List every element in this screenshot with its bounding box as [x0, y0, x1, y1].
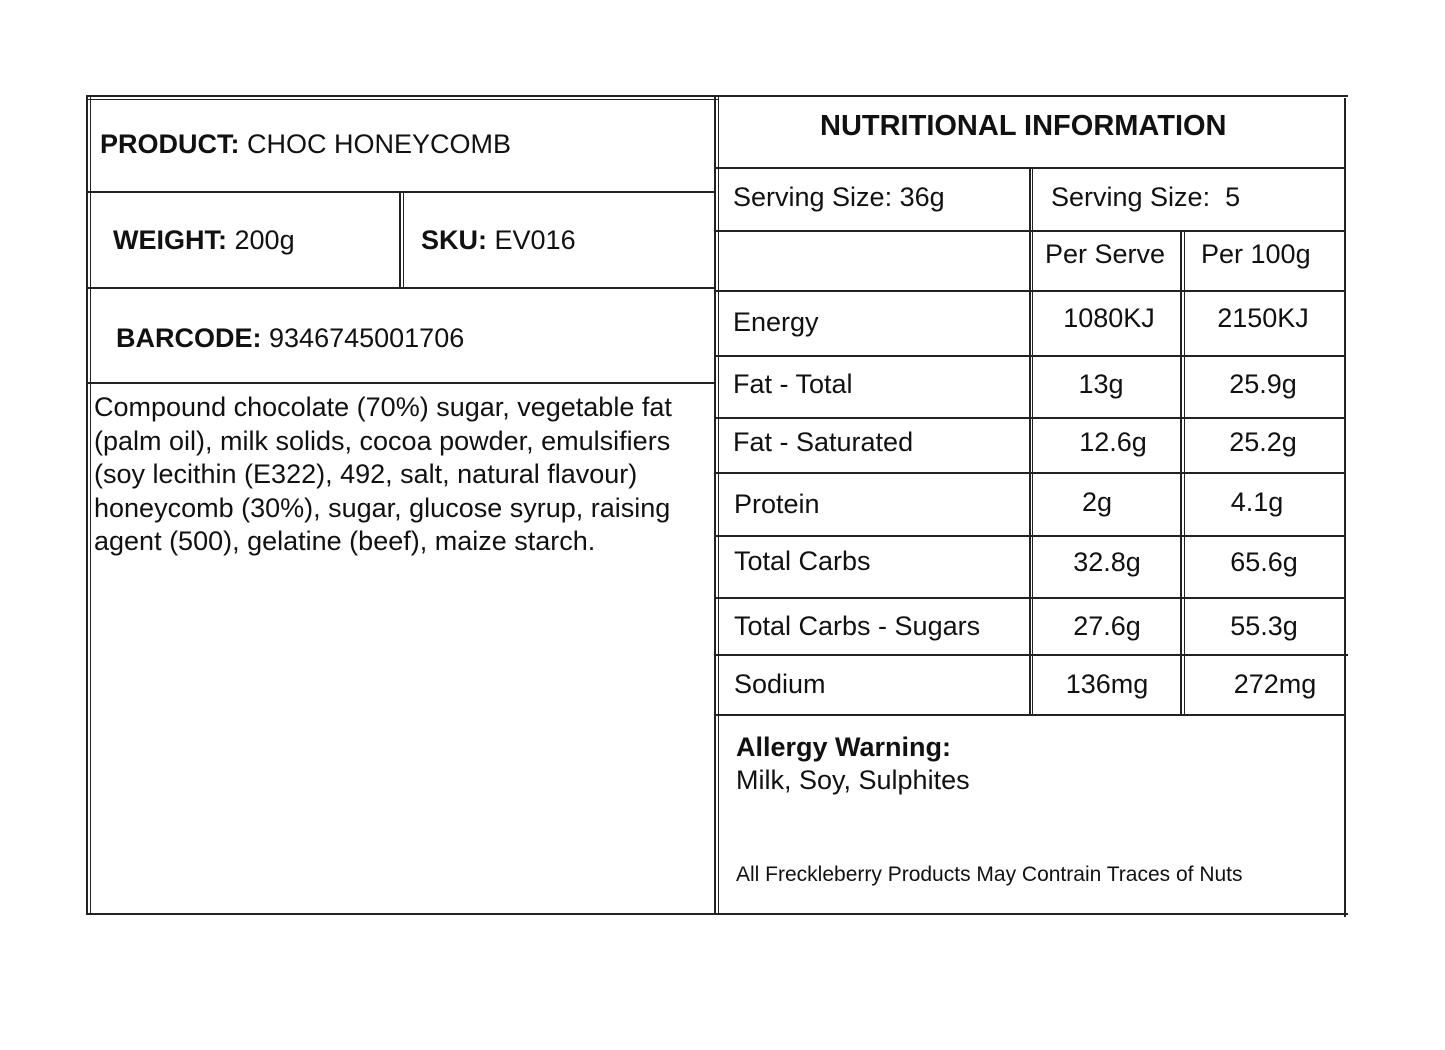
center-divider — [714, 95, 716, 915]
nutrient-per-serve-energy: 1080KJ — [1063, 303, 1155, 333]
nutrition-title-divider — [716, 167, 1346, 169]
nutrient-name-total-carbs-sugars: Total Carbs - Sugars — [734, 611, 981, 641]
nutrient-per-100g-sodium: 272mg — [1233, 669, 1317, 699]
border-top-inner — [86, 99, 718, 100]
ingredients-text: Compound chocolate (70%) sugar, vegetable fat (palm oil), milk solids, cocoa powder, emulsifiers (soy lecithin (E322), 492, salt, natural flavour) honeycomb (30%), sugar, glucose syrup, raising agent (500), gelatine (beef), maize starch. — [94, 392, 672, 556]
nutrient-per-serve-total-carbs: 32.8g — [1073, 547, 1141, 577]
header-divider — [716, 290, 1346, 292]
nutrient-name-sodium: Sodium — [734, 669, 826, 699]
nutrient-per-100g-protein: 4.1g — [1230, 487, 1284, 517]
row-divider-fat-total — [716, 417, 1346, 419]
col-divider-100g-inner — [1184, 231, 1185, 716]
nutrition-title: NUTRITIONAL INFORMATION — [820, 110, 1227, 142]
product-value: CHOC HONEYCOMB — [247, 129, 512, 159]
sku-label: SKU: — [421, 225, 487, 255]
nutrient-per-serve-protein: 2g — [1081, 487, 1113, 517]
weight-sku-divider-inner — [403, 192, 404, 288]
nutrient-per-100g-fat-saturated: 25.2g — [1229, 427, 1297, 457]
serving-size: Serving Size: 36g — [733, 182, 945, 212]
nutrient-per-100g-fat-total: 25.9g — [1229, 369, 1297, 399]
weight-value: 200g — [234, 225, 295, 255]
row-divider-sodium — [716, 714, 1346, 716]
nutrient-per-100g-total-carbs-sugars: 55.3g — [1230, 611, 1298, 641]
col-header-per-serve: Per Serve — [1045, 239, 1166, 269]
nutrient-per-serve-fat-total: 13g — [1078, 369, 1124, 399]
allergy-warning-label: Allergy Warning: — [736, 732, 952, 762]
nutrient-per-100g-energy: 2150KJ — [1217, 303, 1309, 333]
border-bottom — [86, 913, 1348, 915]
nutrient-per-serve-total-carbs-sugars: 27.6g — [1073, 611, 1141, 641]
border-top — [86, 95, 1348, 97]
row-divider-protein — [716, 535, 1346, 537]
nutrient-name-fat-saturated: Fat - Saturated — [733, 427, 914, 457]
nutrient-per-serve-sodium: 136mg — [1065, 669, 1149, 699]
allergy-warning-value: Milk, Soy, Sulphites — [736, 765, 970, 795]
weight-field — [113, 224, 295, 256]
row-divider-energy — [716, 355, 1346, 357]
nuts-notice: All Freckleberry Products May Contrain Traces of Nuts — [736, 863, 1243, 886]
left-row-divider-1 — [86, 191, 716, 193]
barcode-field — [116, 322, 464, 354]
border-right — [1344, 98, 1346, 917]
border-left — [86, 95, 88, 915]
nutrient-name-energy: Energy — [733, 307, 819, 337]
center-divider-inner — [718, 95, 719, 915]
product-label: PRODUCT: — [100, 129, 240, 159]
servings-per-pack: Serving Size: 5 — [1051, 182, 1241, 212]
nutrient-name-protein: Protein — [734, 489, 820, 519]
barcode-value: 9346745001706 — [269, 323, 465, 353]
nutrient-per-100g-total-carbs: 65.6g — [1230, 547, 1298, 577]
row-divider-fat-sat — [716, 472, 1346, 474]
left-row-divider-2 — [86, 287, 716, 289]
col-divider-serving — [1029, 168, 1031, 716]
sku-field — [421, 224, 576, 256]
col-header-per-100g: Per 100g — [1201, 239, 1311, 269]
sku-value: EV016 — [494, 225, 576, 255]
weight-sku-divider — [399, 192, 401, 288]
barcode-label: BARCODE: — [116, 323, 262, 353]
left-row-divider-3 — [86, 382, 716, 384]
product-field — [100, 128, 511, 160]
serving-divider — [716, 230, 1346, 232]
nutrient-per-serve-fat-saturated: 12.6g — [1079, 427, 1147, 457]
nutrient-name-fat-total: Fat - Total — [733, 369, 853, 399]
product-label-sheet — [86, 95, 1348, 917]
nutrient-name-total-carbs: Total Carbs — [734, 546, 871, 576]
border-left-inner — [90, 95, 91, 915]
row-divider-carbs — [716, 597, 1346, 599]
weight-label: WEIGHT: — [113, 225, 227, 255]
